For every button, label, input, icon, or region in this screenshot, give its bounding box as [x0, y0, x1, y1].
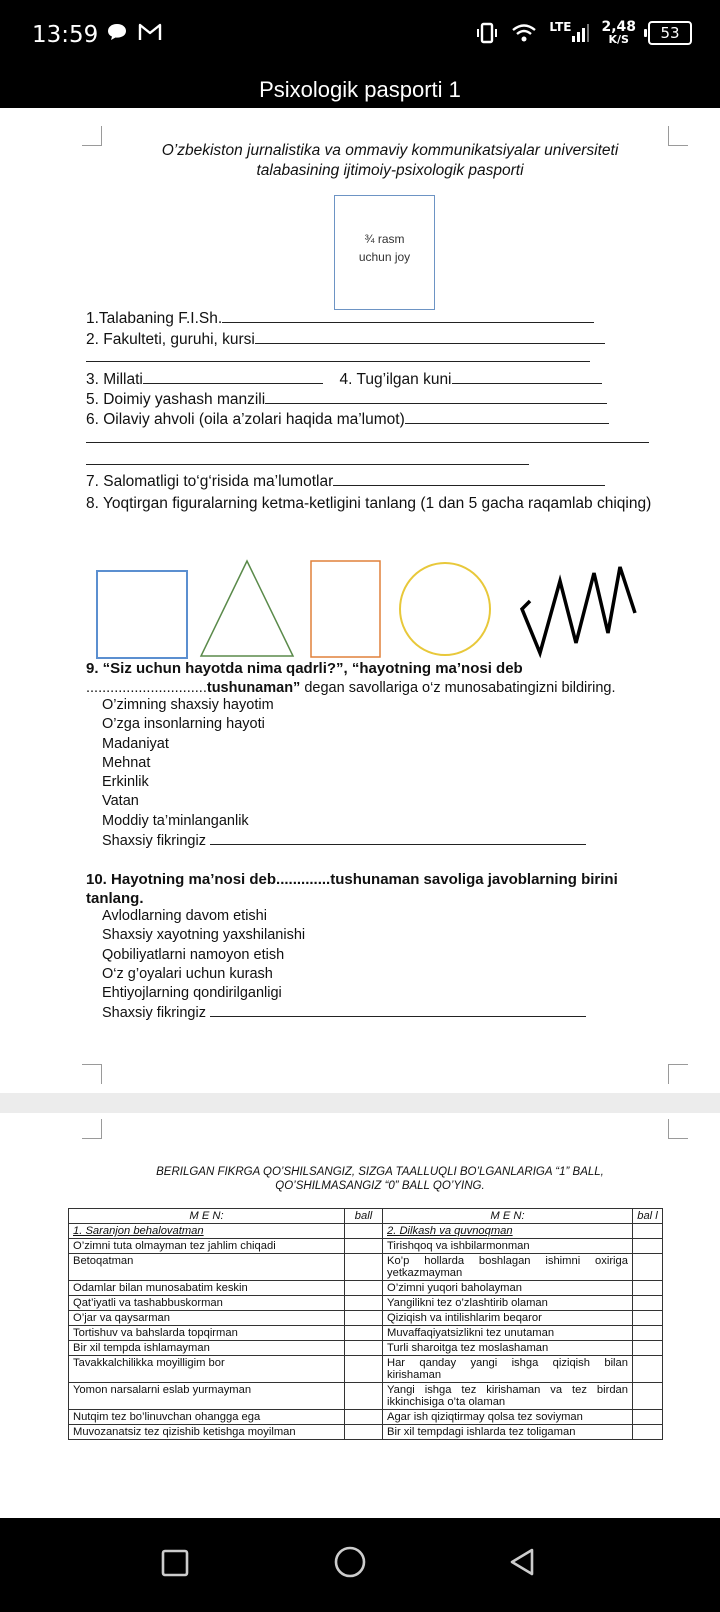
statement-cell: Qiziqish va intilishlarim beqaror: [383, 1311, 633, 1326]
heading-line: talabasining ijtimoiy-psixologik pasporti: [256, 162, 524, 179]
net-speed-value: 2,48: [601, 19, 636, 35]
field-label: 6. Oilaviy ahvoli (oila a’zolari haqida ma’lumot): [86, 411, 405, 428]
heading-line: BERILGAN FIKRGA QO’SHILSANGIZ, SIZGA TAALLUQLI BO’LGANLARIGA “1” BALL,: [156, 1166, 604, 1178]
statement-cell: O’zimni tuta olmayman tez jahlim chiqadi: [69, 1239, 345, 1254]
fill-line: [333, 472, 605, 486]
status-time: 13:59: [32, 22, 99, 48]
table-row: [69, 1425, 663, 1440]
statement-cell: Agar ish qiziqtirmay qolsa tez soviyman: [383, 1410, 633, 1425]
fill-line: [210, 1003, 586, 1017]
list-item: [102, 831, 586, 851]
fill-line: [86, 361, 590, 362]
statement-cell: O’zimni yuqori baholayman: [383, 1281, 633, 1296]
table-header-row: [69, 1209, 663, 1224]
page-heading: [100, 1165, 660, 1193]
statement-cell: Bir xil tempda ishlamayman: [69, 1341, 345, 1356]
table-row: [69, 1341, 663, 1356]
crop-mark: [668, 1064, 688, 1084]
net-speed-unit: K/S: [608, 33, 629, 46]
score-cell[interactable]: [633, 1296, 663, 1311]
score-cell[interactable]: [633, 1326, 663, 1341]
score-cell[interactable]: [633, 1239, 663, 1254]
list-item: O‘z g’oyalari uchun kurash: [102, 965, 273, 982]
figures-row: [90, 553, 650, 663]
score-cell[interactable]: [633, 1341, 663, 1356]
field-name: [86, 309, 594, 328]
score-cell[interactable]: [345, 1410, 383, 1425]
list-item: O’zga insonlarning hayoti: [102, 716, 265, 733]
statement-cell: Muvaffaqiyatsizlikni tez unutaman: [383, 1326, 633, 1341]
status-system-icons: [475, 20, 692, 45]
score-cell[interactable]: [633, 1311, 663, 1326]
score-cell[interactable]: [633, 1410, 663, 1425]
statement-cell: Tirishqoq va ishbilarmonman: [383, 1239, 633, 1254]
question-8: 8. Yoqtirgan figuralarning ketma-ketligini tanlang (1 dan 5 gacha raqamlab chiqing): [86, 495, 652, 512]
statement-cell: Muvozanatsiz tez qizishib ketishga moyilman: [69, 1425, 345, 1440]
text: degan savollariga o‘z munosabatingizni bildiring.: [300, 680, 616, 696]
field-label: 4. Tug’ilgan kuni: [339, 371, 452, 388]
photo-label: uchun joy: [358, 250, 411, 264]
square-figure: [97, 571, 187, 658]
table-row: [69, 1311, 663, 1326]
document-page-1: [0, 108, 720, 1093]
question-10-options: [102, 907, 586, 1024]
heading-line: O’zbekiston jurnalistika va ommaviy kommunikatsiyalar universiteti: [161, 142, 619, 159]
circle-figure: [400, 563, 490, 655]
fill-line: [265, 390, 607, 404]
column-header: M E N:: [69, 1209, 345, 1224]
question-10-line: tanlang.: [86, 890, 144, 907]
other-label: Shaxsiy fikringiz: [102, 833, 206, 850]
fill-line: [222, 309, 594, 323]
net-speed: [601, 20, 636, 45]
list-item: Shaxsiy xayotning yaxshilanishi: [102, 927, 306, 944]
field-faculty: [86, 330, 605, 349]
score-cell[interactable]: [345, 1311, 383, 1326]
list-item: Moddiy ta’minlanganlik: [102, 812, 249, 829]
status-bar: [0, 0, 720, 72]
score-cell[interactable]: [345, 1224, 383, 1239]
back-button[interactable]: [506, 1546, 538, 1578]
document-title: Psixologik pasporti 1: [0, 72, 720, 108]
table-row: [69, 1356, 663, 1383]
statement-cell: Tortishuv va bahslarda topqirman: [69, 1326, 345, 1341]
question-9: [86, 659, 676, 678]
field-family: [86, 410, 609, 429]
column-header: bal l: [633, 1209, 663, 1224]
list-item: Mehnat: [102, 754, 151, 771]
statement-cell: Yangi ishga tez kirishaman va tez birdan ikkinchisiga o’ta olaman: [383, 1383, 633, 1410]
section-title: 2. Dilkash va quvnoqman: [383, 1224, 633, 1239]
score-cell[interactable]: [345, 1296, 383, 1311]
fill-line: [143, 370, 323, 384]
score-cell[interactable]: [345, 1254, 383, 1281]
statement-cell: Odamlar bilan munosabatim keskin: [69, 1281, 345, 1296]
question-10: [86, 870, 676, 908]
dots: ..............................: [86, 680, 207, 696]
fill-line: [405, 410, 609, 424]
score-cell[interactable]: [633, 1383, 663, 1410]
statement-cell: Yomon narsalarni eslab yurmayman: [69, 1383, 345, 1410]
score-cell[interactable]: [345, 1281, 383, 1296]
questionnaire-table: [68, 1208, 663, 1440]
statement-cell: Nutqim tez bo’linuvchan ohangga ega: [69, 1410, 345, 1425]
list-item: Ehtiyojlarning qondirilganligi: [102, 985, 282, 1002]
score-cell[interactable]: [345, 1239, 383, 1254]
table-row: [69, 1410, 663, 1425]
field-label: 5. Doimiy yashash manzili: [86, 391, 266, 408]
triangle-figure: [201, 561, 293, 656]
crop-mark: [668, 1119, 688, 1139]
question-9-options: [102, 696, 586, 851]
recent-apps-button[interactable]: [160, 1548, 190, 1578]
field-nationality: [86, 370, 602, 389]
document-page-2: [0, 1113, 720, 1518]
lte-label: LTE: [549, 19, 572, 34]
score-cell[interactable]: [633, 1281, 663, 1296]
statement-cell: Har qanday yangi ishga qiziqish bilan kirishaman: [383, 1356, 633, 1383]
list-item: Avlodlarning davom etishi: [102, 908, 267, 924]
field-health: [86, 472, 605, 491]
score-cell[interactable]: [345, 1326, 383, 1341]
wifi-icon: [511, 22, 537, 44]
vibrate-icon: [475, 22, 499, 44]
crop-mark: [668, 126, 688, 146]
column-header: ball: [345, 1209, 383, 1224]
gmail-icon: [138, 22, 162, 42]
statement-cell: Yangilikni tez o’zlashtirib olaman: [383, 1296, 633, 1311]
crop-mark: [82, 1119, 102, 1139]
bold-text: tushunaman”: [206, 680, 301, 696]
statement-cell: Qat’iyatli va tashabbuskorman: [69, 1296, 345, 1311]
fill-line: [452, 370, 602, 384]
fill-line: [255, 330, 605, 344]
photo-label: ¾ rasm: [364, 232, 405, 246]
table-row: [69, 1281, 663, 1296]
field-label: 1.Talabaning F.I.Sh.: [86, 310, 223, 327]
statement-cell: Ko’p hollarda boshlagan ishimni oxiriga yetkazmayman: [383, 1254, 633, 1281]
list-item: [102, 1003, 586, 1023]
rectangle-figure: [311, 561, 380, 657]
list-item: Vatan: [102, 793, 139, 810]
table-row: [69, 1383, 663, 1410]
score-cell[interactable]: [633, 1425, 663, 1440]
table-row: [69, 1239, 663, 1254]
table-row: [69, 1296, 663, 1311]
section-title: 1. Saranjon behalovatman: [69, 1224, 345, 1239]
statement-cell: Bir xil tempdagi ishlarda tez toligaman: [383, 1425, 633, 1440]
question-9-line: 9. “Siz uchun hayotda nima qadrli?”, “hayotning ma’nosi deb: [86, 660, 523, 677]
field-label: 2. Fakulteti, guruhi, kursi: [86, 331, 255, 348]
zigzag-figure: [522, 567, 635, 653]
home-button[interactable]: [333, 1545, 367, 1579]
list-item: Madaniyat: [102, 735, 169, 752]
table-section-row: [69, 1224, 663, 1239]
navigation-bar: [0, 1518, 720, 1612]
score-cell[interactable]: [345, 1356, 383, 1383]
table-row: [69, 1326, 663, 1341]
crop-mark: [82, 1064, 102, 1084]
list-item: O’zimning shaxsiy hayotim: [102, 697, 274, 713]
score-cell[interactable]: [633, 1356, 663, 1383]
photo-placeholder: [334, 195, 435, 310]
statement-cell: O’jar va qaysarman: [69, 1311, 345, 1326]
status-notification-icons: [106, 22, 162, 42]
question-10-line: 10. Hayotning ma’nosi deb.............tushunaman savoliga javoblarning birini: [86, 871, 618, 888]
fill-line: [86, 442, 649, 443]
chat-bubble-icon: [106, 22, 128, 42]
score-cell[interactable]: [345, 1341, 383, 1356]
field-label: 7. Salomatligi to‘g‘risida ma’lumotlar: [86, 473, 334, 490]
score-cell[interactable]: [633, 1224, 663, 1239]
signal-icon: [571, 23, 589, 43]
statement-cell: Turli sharoitga tez moslashaman: [383, 1341, 633, 1356]
statement-cell: Betoqatman: [69, 1254, 345, 1281]
table-row: [69, 1254, 663, 1281]
list-item: Erkinlik: [102, 774, 149, 791]
list-item: Qobiliyatlarni namoyon etish: [102, 946, 285, 963]
document-viewer[interactable]: [0, 108, 720, 1518]
score-cell[interactable]: [345, 1383, 383, 1410]
field-address: [86, 390, 607, 409]
page-heading: [120, 141, 660, 181]
statement-cell: Tavakkalchilikka moyilligim bor: [69, 1356, 345, 1383]
field-label: 3. Millati: [86, 371, 143, 388]
column-header: M E N:: [383, 1209, 633, 1224]
other-label: Shaxsiy fikringiz: [102, 1005, 206, 1022]
score-cell[interactable]: [633, 1254, 663, 1281]
crop-mark: [82, 126, 102, 146]
heading-line: QO’SHILMASANGIZ “0” BALL QO’YING.: [275, 1180, 485, 1192]
score-cell[interactable]: [345, 1425, 383, 1440]
battery-indicator: 53: [648, 21, 692, 45]
fill-line: [210, 831, 586, 845]
fill-line: [86, 464, 529, 465]
